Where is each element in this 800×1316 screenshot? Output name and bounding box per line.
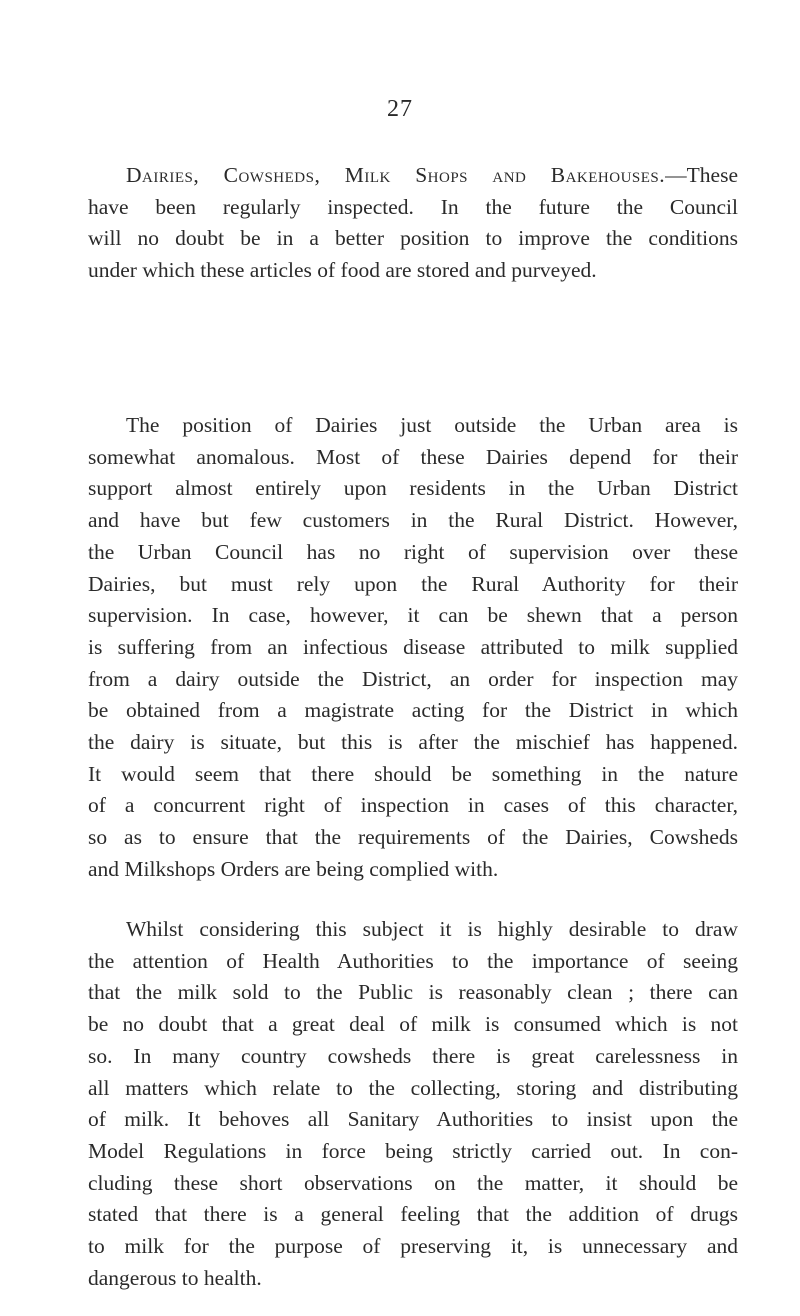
paragraph-line: dangerous to health. bbox=[88, 1265, 262, 1290]
paragraph-line: that the milk sold to the Public is reasonably clean ; there can bbox=[88, 980, 738, 1005]
paragraph-line: Dairies, but must rely upon the Rural Authority for their bbox=[88, 571, 738, 596]
paragraph-line: and Milkshops Orders are being complied with. bbox=[88, 856, 499, 881]
paragraph-line: the attention of Health Authorities to the importance of seeing bbox=[88, 948, 738, 973]
paragraph-line: It would seem that there should be something in the nature bbox=[88, 761, 738, 786]
paragraph-line: be no doubt that a great deal of milk is consumed which is not bbox=[88, 1012, 738, 1037]
paragraph-line: supervision. In case, however, it can be shewn that a person bbox=[88, 603, 738, 628]
section-heading: Dairies, Cowsheds, Milk Shops and Bakehouses. bbox=[126, 163, 666, 187]
paragraph-line: to milk for the purpose of preserving it, is unnecessary and bbox=[88, 1234, 738, 1259]
paragraph-line: under which these articles of food are stored and purveyed. bbox=[88, 258, 597, 283]
paragraph-line: and have but few customers in the Rural District. However, bbox=[88, 508, 738, 533]
paragraph-line: of milk. It behoves all Sanitary Authorities to insist upon the bbox=[88, 1107, 738, 1132]
paragraph-line: will no doubt be in a better position to improve the conditions bbox=[88, 226, 738, 251]
paragraph-line: be obtained from a magistrate acting for the District in which bbox=[88, 698, 738, 723]
paragraph-line: all matters which relate to the collecting, storing and distributing bbox=[88, 1075, 738, 1100]
page-number: 27 bbox=[387, 96, 413, 122]
paragraph-line: cluding these short observations on the matter, it should be bbox=[88, 1170, 738, 1195]
paragraph-milk-cleanliness bbox=[88, 914, 738, 1294]
paragraph-line: so as to ensure that the requirements of the Dairies, Cowsheds bbox=[88, 825, 738, 850]
paragraph-line: somewhat anomalous. Most of these Dairies depend for their bbox=[88, 444, 738, 469]
paragraph-line: the dairy is situate, but this is after the mischief has happened. bbox=[88, 730, 738, 755]
paragraph-line: of a concurrent right of inspection in cases of this character, bbox=[88, 793, 738, 818]
paragraph-line: from a dairy outside the District, an order for inspection may bbox=[88, 666, 738, 691]
paragraph-line: Model Regulations in force being strictly carried out. In con- bbox=[88, 1138, 738, 1163]
paragraph-line: Whilst considering this subject it is highly desirable to draw bbox=[126, 917, 738, 941]
paragraph-line: is suffering from an infectious disease attributed to milk supplied bbox=[88, 634, 738, 659]
paragraph-line bbox=[88, 160, 738, 192]
line-text: —These bbox=[665, 163, 738, 187]
paragraph-dairies-position bbox=[88, 410, 738, 886]
paragraph-line: The position of Dairies just outside the Urban area is bbox=[126, 413, 738, 437]
paragraph-dairies-heading bbox=[88, 160, 738, 287]
paragraph-line: have been regularly inspected. In the future the Council bbox=[88, 194, 738, 219]
paragraph-line: support almost entirely upon residents in the Urban District bbox=[88, 476, 738, 501]
paragraph-line: stated that there is a general feeling that the addition of drugs bbox=[88, 1202, 738, 1227]
paragraph-line: so. In many country cowsheds there is great carelessness in bbox=[88, 1043, 738, 1068]
paragraph-line: the Urban Council has no right of supervision over these bbox=[88, 539, 738, 564]
